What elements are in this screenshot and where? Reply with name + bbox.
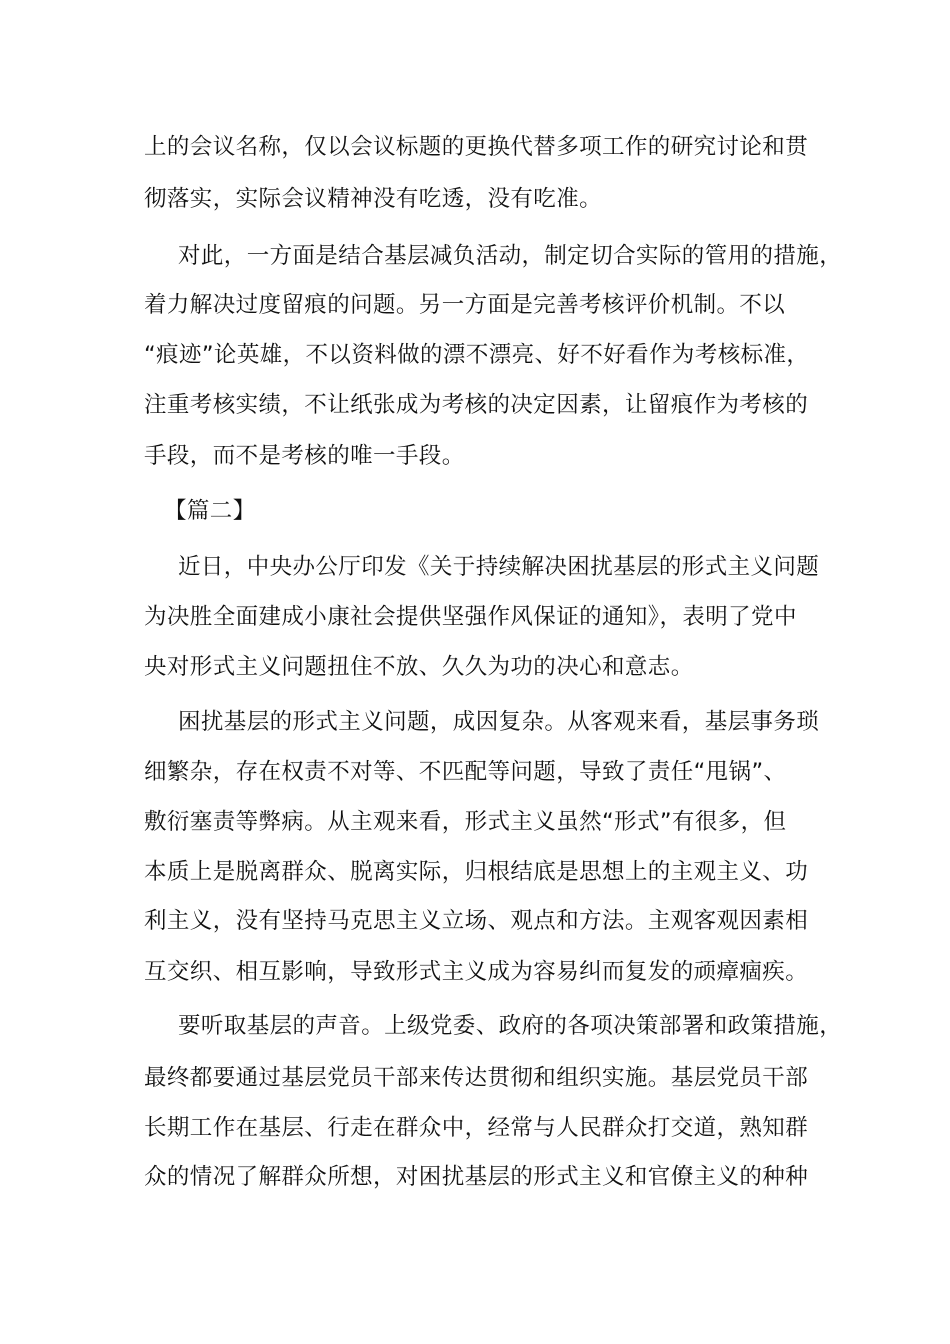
text-line: 要听取基层的声音。上级党委、政府的各项决策部署和政策措施， bbox=[178, 1013, 843, 1039]
text-line: 手段，而不是考核的唯一手段。 bbox=[144, 443, 465, 469]
text-line: 为决胜全面建成小康社会提供坚强作风保证的通知》，表明了党中 bbox=[144, 604, 797, 630]
text-line: 对此，一方面是结合基层减负活动，制定切合实际的管用的措施， bbox=[178, 243, 843, 269]
text-line: 互交织、相互影响，导致形式主义成为容易纠而复发的顽瘴痼疾。 bbox=[144, 959, 809, 985]
text-line: 彻落实，实际会议精神没有吃透，没有吃准。 bbox=[144, 186, 603, 212]
text-line: 上的会议名称，仅以会议标题的更换代替多项工作的研究讨论和贯 bbox=[144, 134, 809, 160]
text-line: 众的情况了解群众所想，对困扰基层的形式主义和官僚主义的种种 bbox=[144, 1164, 809, 1190]
text-line: 困扰基层的形式主义问题，成因复杂。从客观来看，基层事务琐 bbox=[178, 709, 820, 735]
text-line: 利主义，没有坚持马克思主义立场、观点和方法。主观客观因素相 bbox=[144, 908, 809, 934]
text-line: 近日，中央办公厅印发《关于持续解决困扰基层的形式主义问题 bbox=[178, 554, 820, 580]
section-heading: 【篇二】 bbox=[164, 498, 256, 524]
text-line: 细繁杂，存在权责不对等、不匹配等问题，导致了责任“甩锅”、 bbox=[144, 759, 787, 785]
text-line: 本质上是脱离群众、脱离实际，归根结底是思想上的主观主义、功 bbox=[144, 859, 809, 885]
text-line: “痕迹”论英雄，不以资料做的漂不漂亮、好不好看作为考核标准， bbox=[144, 342, 810, 368]
text-line: 敷衍塞责等弊病。从主观来看，形式主义虽然“形式”有很多，但 bbox=[144, 809, 787, 835]
text-line: 长期工作在基层、行走在群众中，经常与人民群众打交道，熟知群 bbox=[144, 1115, 809, 1141]
text-line: 注重考核实绩，不让纸张成为考核的决定因素，让留痕作为考核的 bbox=[144, 392, 809, 418]
text-line: 最终都要通过基层党员干部来传达贯彻和组织实施。基层党员干部 bbox=[144, 1065, 809, 1091]
text-line: 着力解决过度留痕的问题。另一方面是完善考核评价机制。不以 bbox=[144, 292, 786, 318]
text-line: 央对形式主义问题扭住不放、久久为功的决心和意志。 bbox=[144, 654, 694, 680]
